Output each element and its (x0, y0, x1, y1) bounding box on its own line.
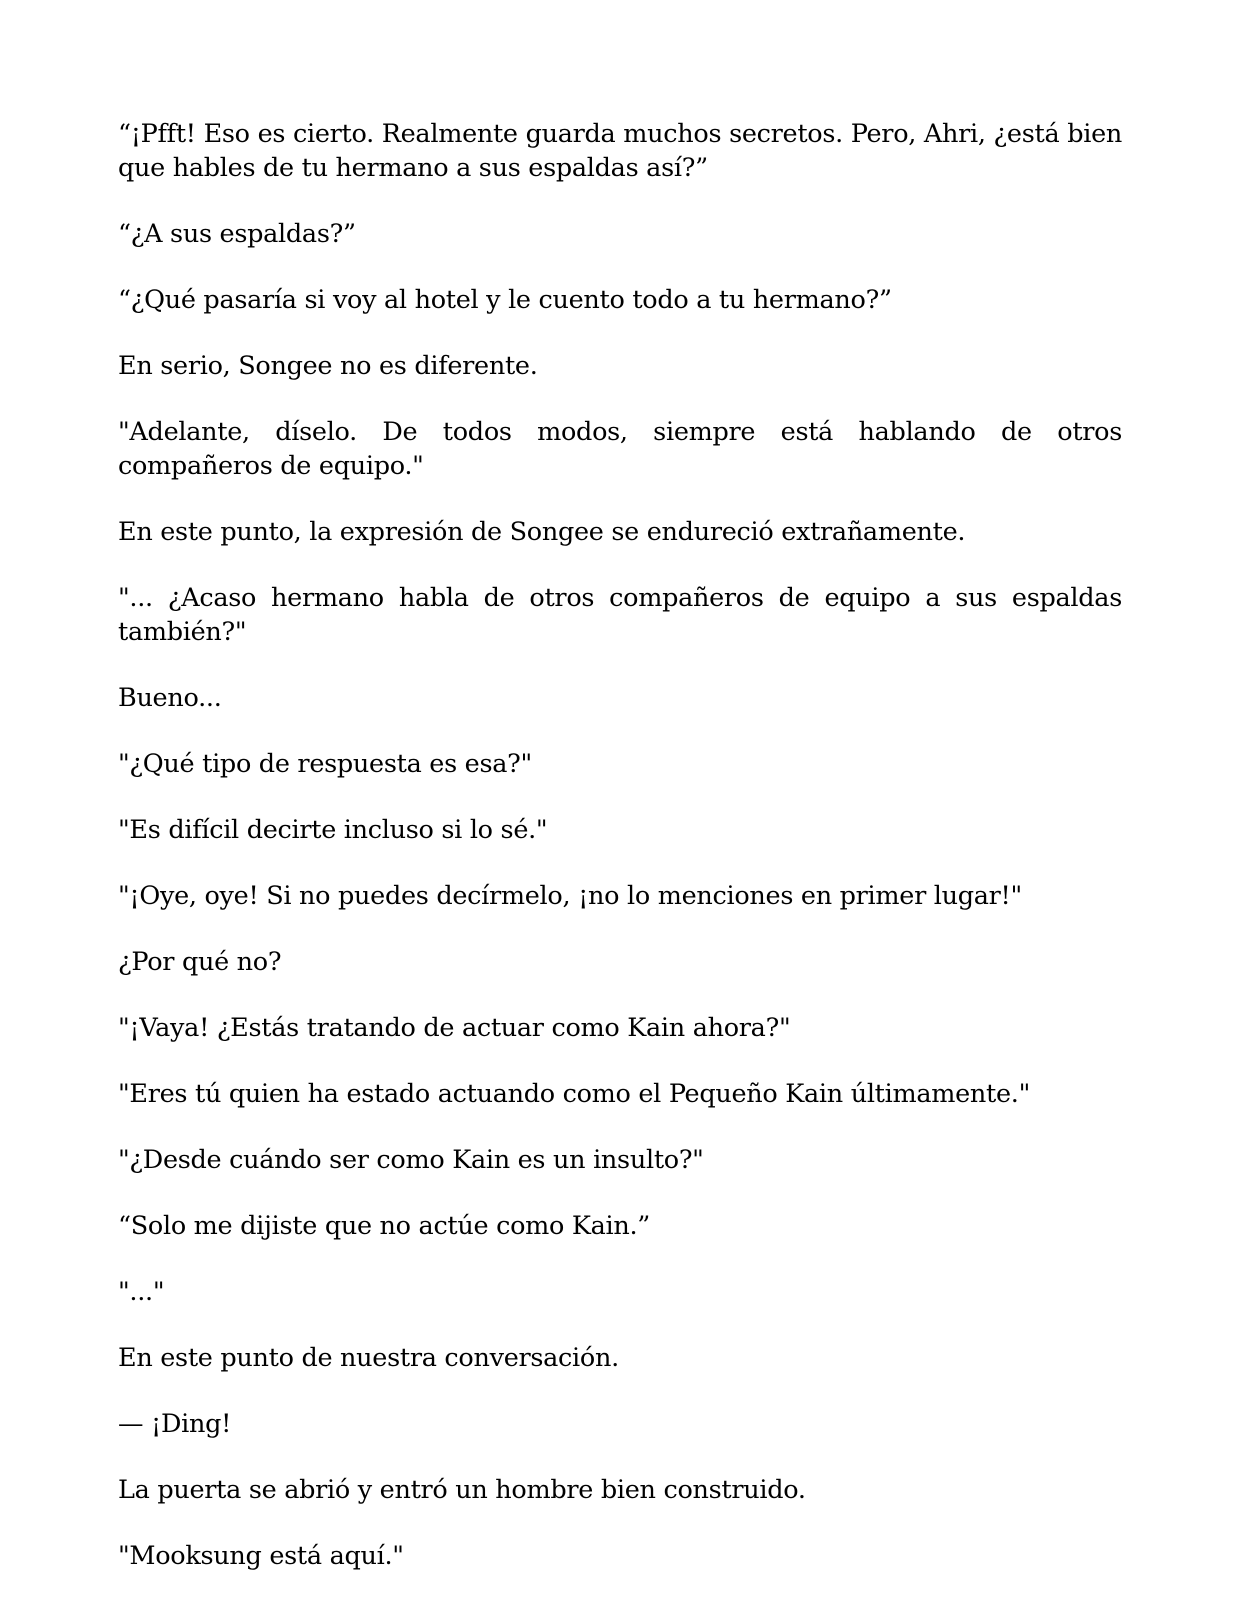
paragraph: “¿Qué pasaría si voy al hotel y le cuento todo a tu hermano?” (118, 285, 892, 315)
paragraph: "... ¿Acaso hermano habla de otros compañeros de equipo a sus espaldas también?" (118, 583, 1122, 647)
paragraph: En este punto de nuestra conversación. (118, 1343, 619, 1373)
paragraph: "Mooksung está aquí." (118, 1541, 404, 1571)
document-body (118, 117, 1122, 1605)
paragraph: "Adelante, díselo. De todos modos, siempre está hablando de otros compañeros de equipo." (118, 417, 1122, 481)
paragraph: — ¡Ding! (118, 1409, 232, 1439)
paragraph: "¿Qué tipo de respuesta es esa?" (118, 749, 532, 779)
paragraph: La puerta se abrió y entró un hombre bien construido. (118, 1475, 806, 1505)
paragraph: "Eres tú quien ha estado actuando como el Pequeño Kain últimamente." (118, 1079, 1031, 1109)
paragraph: “Solo me dijiste que no actúe como Kain.” (118, 1211, 651, 1241)
paragraph: "Es difícil decirte incluso si lo sé." (118, 815, 548, 845)
paragraph: ¿Por qué no? (118, 947, 282, 977)
paragraph: “¿A sus espaldas?” (118, 219, 356, 249)
paragraph: "¡Vaya! ¿Estás tratando de actuar como Kain ahora?" (118, 1013, 791, 1043)
paragraph: “¡Pfft! Eso es cierto. Realmente guarda muchos secretos. Pero, Ahri, ¿está bien que hables de tu hermano a sus espaldas así?” (118, 119, 1122, 183)
paragraph: Bueno... (118, 683, 222, 713)
paragraph: En serio, Songee no es diferente. (118, 351, 538, 381)
paragraph: "¡Oye, oye! Si no puedes decírmelo, ¡no lo menciones en primer lugar!" (118, 881, 1022, 911)
paragraph: En este punto, la expresión de Songee se endureció extrañamente. (118, 517, 966, 547)
paragraph: "¿Desde cuándo ser como Kain es un insulto?" (118, 1145, 704, 1175)
paragraph: "..." (118, 1277, 165, 1307)
